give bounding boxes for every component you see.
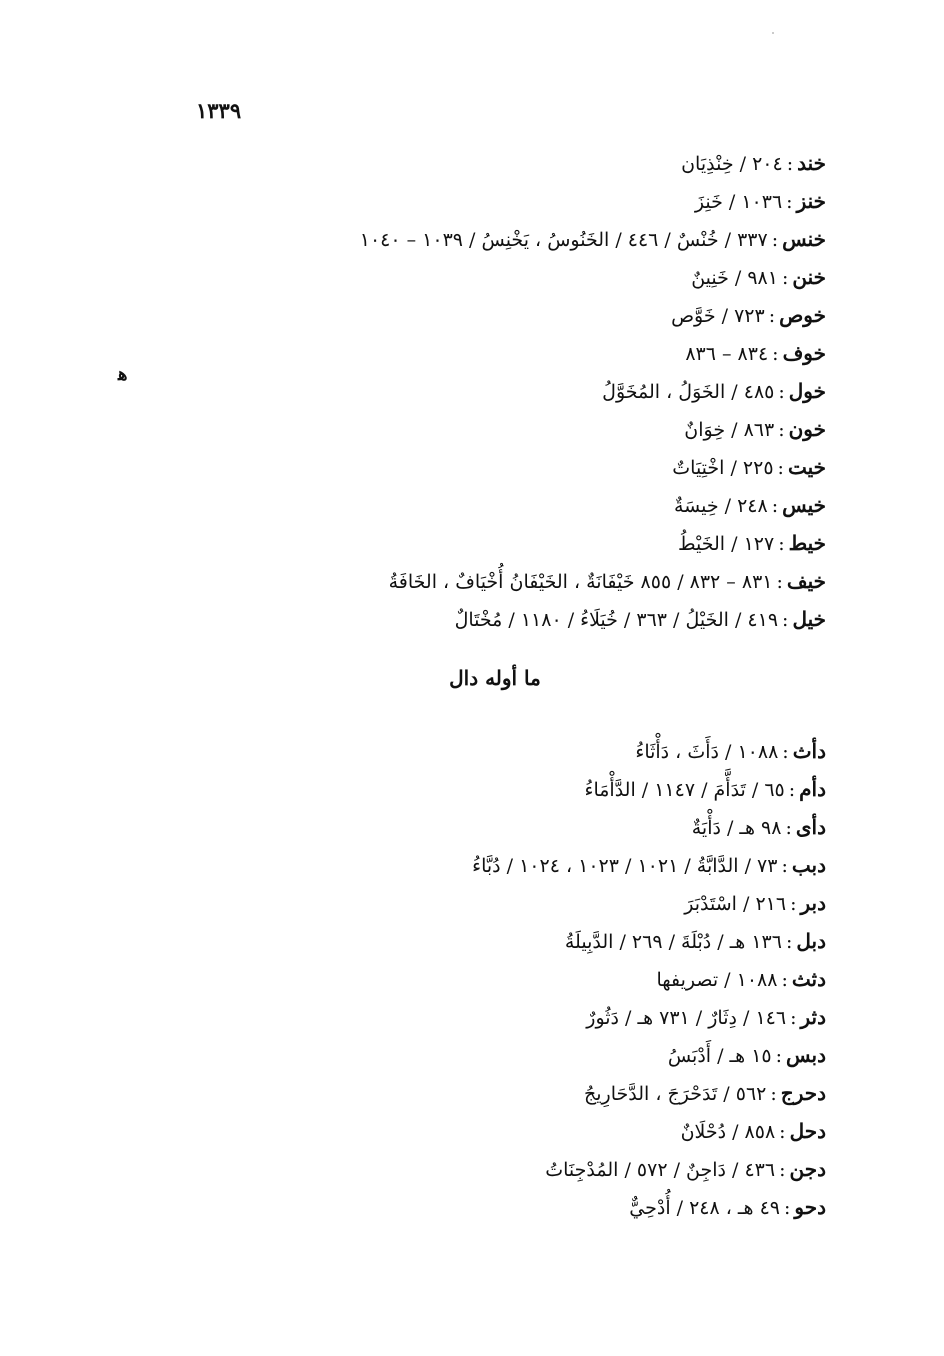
index-entry [126, 1036, 826, 1074]
entry-references: ٤٣٦ / دَاجِنٌ / ٥٧٢ / المُدْجِنَاتُ [545, 1159, 776, 1181]
entry-separator: : [782, 609, 789, 631]
index-entry [126, 1112, 826, 1150]
entry-separator: : [775, 1045, 783, 1067]
entry-separator: : [785, 817, 792, 839]
index-entry [126, 524, 826, 562]
entry-root: خنز [796, 189, 826, 213]
entry-root: دحل [789, 1119, 826, 1143]
entry-references: ١٣٦ هـ / دُبْلَةَ / ٢٦٩ / الدَّبِيلَةُ [564, 931, 782, 953]
entry-references: ٦٥ / تَدَأَّمَ / ١١٤٧ / الدَّأْمَاءُ [584, 779, 785, 801]
entry-separator: : [778, 533, 785, 555]
entry-separator: : [779, 1159, 786, 1181]
entry-root: دأث [792, 739, 826, 763]
entry-references: ١٥ هـ / أَدْبَسُ [667, 1045, 772, 1067]
entry-separator: : [772, 343, 779, 365]
index-entry [126, 922, 826, 960]
entry-root: خون [788, 417, 826, 441]
entry-root: دبل [796, 929, 826, 953]
entry-references: ١٤٦ / دِثَارٌ / ٧٣١ هـ / دَثُورٌ [586, 1007, 787, 1029]
entry-references: ٨٣٤ – ٨٣٦ [685, 343, 769, 365]
entry-separator: : [782, 741, 789, 763]
entry-references: ٣٣٧ / خُنْسٌ / ٤٤٦ / الخَنُوسُ ، يَخْنِسُ / ١٠٣٩ – ١٠٤٠ [359, 229, 768, 251]
entry-separator: : [786, 153, 794, 175]
entry-root: خيف [786, 569, 826, 593]
index-entry [126, 410, 826, 448]
entry-references: ٨٣١ – ٨٣٢ / ٨٥٥ خَيْفَانَةٌ ، الخَيْفَانُ أُخْيَافٌ ، الخَافَةُ [388, 571, 773, 593]
entry-references: ٤١٩ / الخَيْلُ / ٣٦٣ / خُيَلَاءُ / ١١٨٠ / مُخْتَالٌ [454, 609, 779, 631]
entry-separator: : [779, 1121, 786, 1143]
index-entry [126, 1188, 826, 1226]
entry-root: خند [797, 151, 826, 175]
index-entry [126, 808, 826, 846]
index-entry [126, 448, 826, 486]
index-entry [126, 334, 826, 372]
index-entry [126, 884, 826, 922]
entry-root: دثر [800, 1005, 826, 1029]
index-entry [126, 220, 826, 258]
page-number: ١٣٣٩ [196, 98, 242, 123]
index-entry [126, 372, 826, 410]
entry-root: خوف [782, 341, 826, 365]
index-entry [126, 770, 826, 808]
entry-root: خيت [787, 455, 826, 479]
entry-separator: : [781, 855, 788, 877]
index-entry [126, 846, 826, 884]
section-heading: ما أوله دال [449, 666, 541, 690]
entry-root: خنن [792, 265, 826, 289]
entry-references: ٩٨١ / خَنِينٌ [691, 267, 778, 289]
entry-root: دبس [786, 1043, 826, 1067]
entry-separator: : [771, 229, 779, 251]
entry-references: ١٠٨٨ / دَأَثَ ، دَأْثَاءُ [635, 741, 779, 763]
index-entry [126, 732, 826, 770]
entries-kha [126, 144, 826, 638]
entry-separator: : [781, 267, 789, 289]
entry-root: دبب [791, 853, 826, 877]
index-entry [126, 144, 826, 182]
entry-references: ٧٢٣ / خَوَّص [671, 305, 765, 327]
entry-root: دأم [799, 777, 826, 801]
index-entry [126, 486, 826, 524]
index-entry [126, 600, 826, 638]
entry-separator: : [770, 1083, 777, 1105]
entry-root: خيل [792, 607, 826, 631]
entry-root: دبر [800, 891, 826, 915]
entry-separator: : [768, 305, 776, 327]
entry-separator: : [776, 571, 783, 593]
entry-references: ٩٨ هـ / دَأْيَةٌ [691, 817, 782, 839]
entry-separator: : [778, 381, 785, 403]
entry-references: ٤٩ هـ ، ٢٤٨ / أُدْحِيٌّ [629, 1197, 780, 1219]
entry-root: دحرج [780, 1081, 826, 1105]
index-entry [126, 562, 826, 600]
index-entry [126, 998, 826, 1036]
entry-separator: : [781, 969, 788, 991]
entry-root: دحو [794, 1195, 826, 1219]
entry-references: ١٠٨٨ / تصريفها [656, 969, 778, 991]
entry-separator: : [783, 1197, 791, 1219]
entry-separator: : [790, 893, 797, 915]
entry-root: خول [788, 379, 826, 403]
index-entry [126, 258, 826, 296]
index-entry [126, 296, 826, 334]
index-entry [126, 1074, 826, 1112]
entry-root: خيس [782, 493, 826, 517]
entry-separator: : [790, 1007, 797, 1029]
entry-references: ٢١٦ / اسْتَدْبَرَ [684, 893, 787, 915]
entry-separator: : [777, 457, 784, 479]
entry-root: دأى [795, 815, 826, 839]
entry-references: ٧٣ / الدَّابَّةُ / ١٠٢١ / ١٠٢٣ ، ١٠٢٤ / دُبَّاءُ [472, 855, 778, 877]
entry-references: ٨٥٨ / دُحْلَانٌ [680, 1121, 776, 1143]
entry-separator: : [778, 419, 785, 441]
entry-separator: : [771, 495, 779, 517]
entry-separator: : [786, 191, 793, 213]
entry-references: ١٠٣٦ / خَنِزَ [694, 191, 783, 213]
index-entry [126, 182, 826, 220]
entry-references: ١٢٧ / الخَيْطُ [677, 533, 775, 555]
entries-dal [126, 732, 826, 1226]
entry-references: ٢٠٤ / خِنْذِيَان [681, 153, 783, 175]
entry-separator: : [788, 779, 796, 801]
entry-root: دثث [791, 967, 826, 991]
index-entry [126, 1150, 826, 1188]
entry-references: ٥٦٢ / تَدَحْرَجَ ، الدَّحَارِيجُ [584, 1083, 767, 1105]
entry-root: دجن [789, 1157, 826, 1181]
index-entry [126, 960, 826, 998]
entry-separator: : [785, 931, 793, 953]
entry-references: ٢٤٨ / خِيسَةٌ [673, 495, 768, 517]
entry-root: خنس [782, 227, 826, 251]
scan-dot [772, 32, 774, 34]
entry-root: خيط [788, 531, 826, 555]
entry-references: ٢٢٥ / اخْتِيَاتٌ [672, 457, 774, 479]
entry-references: ٤٨٥ / الخَوَلُ ، المُخَوَّلُ [602, 381, 775, 403]
margin-mark: ﻫ [118, 364, 128, 385]
entry-references: ٨٦٣ / خِوَانٌ [684, 419, 775, 441]
entry-root: خوص [779, 303, 826, 327]
